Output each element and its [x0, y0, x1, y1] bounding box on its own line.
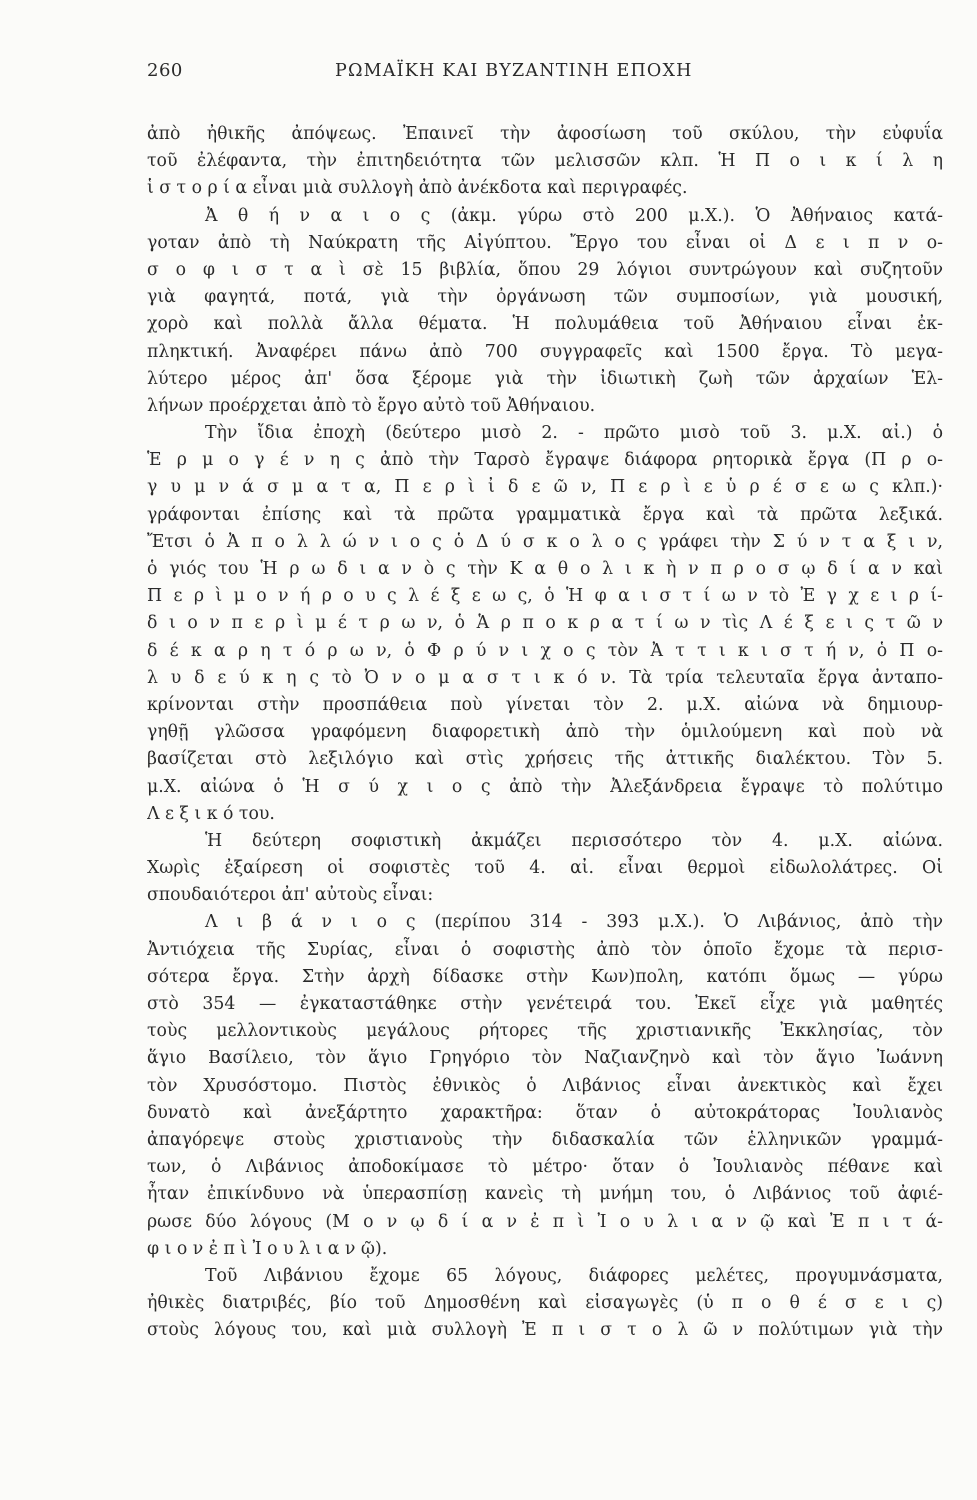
text-line: λήνων προέρχεται ἀπὸ τὸ ἔργο αὐτὸ τοῦ Ἀθήναιου.: [147, 395, 596, 416]
text-line: ἠθικὲς διατριβές, βίο τοῦ Δημοσθένη καὶ εἰσαγωγὲς (ὑ π ο θ έ σ ε ι ς): [147, 1293, 943, 1314]
text-line: ρωσε δύο λόγους (Μ ο ν ῳ δ ί α ν ἐ π ὶ Ἰ ο υ λ ι α ν ῷ καὶ Ἐ π ι τ ά-: [147, 1211, 943, 1232]
text-line: ἀπὸ ἠθικῆς ἀπόψεως. Ἐπαινεῖ τὴν ἀφοσίωση τοῦ σκύλου, τὴν εὐφυΐα: [147, 124, 943, 144]
text-line: φ ι ο ν ἐ π ὶ Ἰ ο υ λ ι α ν ῷ).: [147, 1238, 388, 1259]
text-line: κρίνονται στὴν προσπάθεια ποὺ γίνεται τὸν 2. μ.Χ. αἰώνα νὰ δημιουρ-: [147, 694, 943, 715]
text-line: μ.Χ. αἰώνα ὁ Ἡ σ ύ χ ι ο ς ἀπὸ τὴν Ἀλεξάνδρεια ἔγραψε τὸ πολύτιμο: [147, 776, 943, 797]
text-line: των, ὁ Λιβάνιος ἀποδοκίμασε τὸ μέτρο· ὅταν ὁ Ἰουλιανὸς πέθανε καὶ: [147, 1157, 943, 1178]
text-line: Ἀντιόχεια τῆς Συρίας, εἶναι ὁ σοφιστὴς ἀπὸ τὸν ὁποῖο ἔχομε τὰ περισ-: [147, 939, 943, 960]
text-line: σ ο φ ι σ τ α ὶ σὲ 15 βιβλία, ὅπου 29 λόγιοι συντρώγουν καὶ συζητοῦν: [147, 259, 943, 280]
text-line: ἱ σ τ ο ρ ί α εἶναι μιὰ συλλογὴ ἀπὸ ἀνέκδοτα καὶ περιγραφές.: [147, 178, 688, 199]
text-line: βασίζεται στὸ λεξιλόγιο καὶ στὶς χρήσεις τῆς ἀττικῆς διαλέκτου. Τὸν 5.: [147, 749, 943, 770]
text-line: Ἑ ρ μ ο γ έ ν η ς ἀπὸ τὴν Ταρσὸ ἔγραψε διάφορα ρητορικὰ ἔργα (Π ρ ο-: [147, 450, 943, 471]
text-line: τοὺς μελλοντικοὺς μεγάλους ρήτορες τῆς χριστιανικῆς Ἐκκλησίας, τὸν: [147, 1021, 943, 1042]
text-line: πληκτική. Ἀναφέρει πάνω ἀπὸ 700 συγγραφεῖς καὶ 1500 ἔργα. Τὸ μεγα-: [147, 341, 943, 362]
text-line: στοὺς λόγους του, καὶ μιὰ συλλογὴ Ἐ π ι σ τ ο λ ῶ ν πολύτιμων γιὰ τὴν: [147, 1320, 943, 1341]
text-line: τοῦ ἐλέφαντα, τὴν ἐπιτηδειότητα τῶν μελισσῶν κλπ. Ἡ Π ο ι κ ί λ η: [147, 151, 943, 172]
text-line: ἅγιο Βασίλειο, τὸν ἅγιο Γρηγόριο τὸν Ναζιανζηνὸ καὶ τὸν ἅγιο Ἰωάννη: [147, 1048, 943, 1069]
text-line: Λ ε ξ ι κ ό του.: [147, 803, 275, 824]
text-line: Τὴν ἴδια ἐποχὴ (δεύτερο μισὸ 2. - πρῶτο μισὸ τοῦ 3. μ.Χ. αἰ.) ὁ: [205, 423, 943, 444]
text-line: Τοῦ Λιβάνιου ἔχομε 65 λόγους, διάφορες μελέτες, προγυμνάσματα,: [205, 1265, 943, 1286]
text-line: δυνατὸ καὶ ἀνεξάρτητο χαρακτῆρα: ὅταν ὁ αὐτοκράτορας Ἰουλιανὸς: [147, 1102, 943, 1123]
text-line: γιὰ φαγητά, ποτά, γιὰ τὴν ὀργάνωση τῶν συμποσίων, γιὰ μουσική,: [147, 287, 943, 308]
text-line: δ έ κ α ρ η τ ό ρ ω ν, ὁ Φ ρ ύ ν ι χ ο ς τὸν Ἀ τ τ ι κ ι σ τ ή ν, ὁ Π ο-: [147, 640, 943, 661]
text-line: λύτερο μέρος ἀπ' ὅσα ξέρομε γιὰ τὴν ἰδιωτικὴ ζωὴ τῶν ἀρχαίων Ἑλ-: [147, 368, 943, 389]
text-line: Ἔτσι ὁ Ἀ π ο λ λ ώ ν ι ο ς ὁ Δ ύ σ κ ο λ ο ς γράφει τὴν Σ ύ ν τ α ξ ι ν,: [147, 531, 943, 552]
page-number: 260: [147, 60, 183, 81]
text-line: ὁ γιός του Ἡ ρ ω δ ι α ν ὸ ς τὴν Κ α θ ο λ ι κ ὴ ν π ρ ο σ ῳ δ ί α ν καὶ: [147, 559, 943, 579]
text-line: Λ ι β ά ν ι ο ς (περίπου 314 - 393 μ.Χ.). Ὁ Λιβάνιος, ἀπὸ τὴν: [205, 912, 943, 933]
text-line: Χωρὶς ἐξαίρεση οἱ σοφιστὲς τοῦ 4. αἰ. εἶναι θερμοὶ εἰδωλολάτρες. Οἱ: [147, 858, 943, 879]
text-line: γ υ μ ν ά σ μ α τ α, Π ε ρ ὶ ἰ δ ε ῶ ν, Π ε ρ ὶ ε ὑ ρ έ σ ε ω ς κλπ.)·: [147, 477, 943, 498]
body-text: [147, 121, 943, 1344]
text-line: ἀπαγόρεψε στοὺς χριστιανοὺς τὴν διδασκαλία τῶν ἑλληνικῶν γραμμά-: [147, 1129, 943, 1150]
text-line: ἦταν ἐπικίνδυνο νὰ ὑπερασπίσῃ κανεὶς τὴ μνήμη του, ὁ Λιβάνιος τοῦ ἀφιέ-: [147, 1184, 943, 1205]
text-line: γηθῇ γλῶσσα γραφόμενη διαφορετικὴ ἀπὸ τὴν ὁμιλούμενη καὶ ποὺ νὰ: [147, 722, 943, 743]
text-line: Π ε ρ ὶ μ ο ν ή ρ ο υ ς λ έ ξ ε ω ς, ὁ Ἡ φ α ι σ τ ί ω ν τὸ Ἐ γ χ ε ι ρ ί-: [147, 586, 943, 607]
running-title: ΡΩΜΑΪΚΗ ΚΑΙ ΒΥΖΑΝΤΙΝΗ ΕΠΟΧΗ: [335, 61, 693, 81]
text-line: γράφονται ἐπίσης καὶ τὰ πρῶτα γραμματικὰ ἔργα καὶ τὰ πρῶτα λεξικά.: [147, 504, 943, 525]
text-line: δ ι ο ν π ε ρ ὶ μ έ τ ρ ω ν, ὁ Ἁ ρ π ο κ ρ α τ ί ω ν τὶς Λ έ ξ ε ι ς τ ῶ ν: [147, 613, 943, 634]
text-line: στὸ 354 — ἐγκαταστάθηκε στὴν γενέτειρά του. Ἐκεῖ εἶχε γιὰ μαθητές: [147, 994, 943, 1014]
text-line: Ἡ δεύτερη σοφιστικὴ ἀκμάζει περισσότερο τὸν 4. μ.Χ. αἰώνα.: [205, 830, 943, 851]
text-line: σπουδαιότεροι ἀπ' αὐτοὺς εἶναι:: [147, 885, 434, 906]
text-line: τὸν Χρυσόστομο. Πιστὸς ἐθνικὸς ὁ Λιβάνιος εἶναι ἀνεκτικὸς καὶ ἔχει: [147, 1075, 943, 1096]
text-line: Ἀ θ ή ν α ι ο ς (ἀκμ. γύρω στὸ 200 μ.Χ.). Ὁ Ἀθήναιος κατά-: [205, 205, 943, 226]
page-header: [147, 60, 943, 92]
text-line: λ υ δ ε ύ κ η ς τὸ Ὀ ν ο μ α σ τ ι κ ό ν. Τὰ τρία τελευταῖα ἔργα ἀνταπο-: [147, 667, 943, 688]
text-line: χορὸ καὶ πολλὰ ἄλλα θέματα. Ἡ πολυμάθεια τοῦ Ἀθήναιου εἶναι ἐκ-: [147, 314, 943, 335]
text-line: γοταν ἀπὸ τὴ Ναύκρατη τῆς Αἰγύπτου. Ἔργο του εἶναι οἱ Δ ε ι π ν ο-: [147, 232, 943, 253]
text-line: σότερα ἔργα. Στὴν ἀρχὴ δίδασκε στὴν Κων)πολη, κατόπι ὅμως — γύρω: [147, 966, 943, 987]
